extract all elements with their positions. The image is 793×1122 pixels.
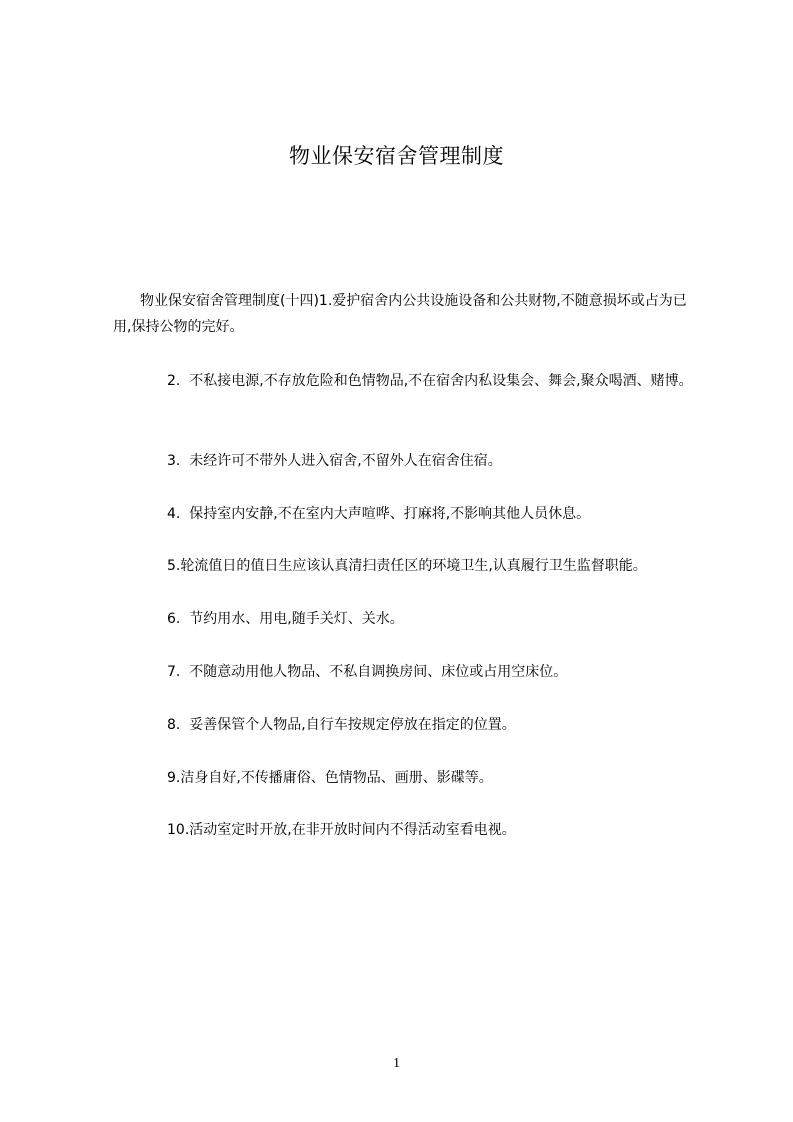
paragraph-5 bbox=[113, 553, 703, 579]
item-number: 10. bbox=[167, 822, 190, 838]
paragraph-1 bbox=[113, 288, 703, 340]
item-number: 6. bbox=[167, 611, 181, 627]
paragraph-text: 节约用水、用电,随手关灯、关水。 bbox=[189, 611, 404, 627]
paragraph-7 bbox=[113, 659, 703, 685]
item-number: 5. bbox=[167, 558, 181, 574]
paragraph-8 bbox=[113, 712, 703, 738]
item-number: 4. bbox=[167, 506, 181, 522]
page-number: 1 bbox=[393, 1056, 400, 1071]
paragraph-text: 不随意动用他人物品、不私自调换房间、床位或占用空床位。 bbox=[189, 664, 568, 680]
paragraph-2 bbox=[113, 368, 703, 394]
paragraph-text: 保持室内安静,不在室内大声喧哗、打麻将,不影响其他人员休息。 bbox=[189, 506, 591, 522]
paragraph-text: 物业保安宿舍管理制度(十四)1.爱护宿舍内公共设施设备和公共财物,不随意损坏或占为已用,保持公物的完好。 bbox=[113, 293, 687, 335]
paragraph-6 bbox=[113, 606, 703, 632]
paragraph-text: 轮流值日的值日生应该认真清扫责任区的环境卫生,认真履行卫生监督职能。 bbox=[180, 558, 647, 574]
document-title: 物业保安宿舍管理制度 bbox=[289, 144, 504, 168]
item-number: 2. bbox=[167, 373, 181, 389]
item-number: 9. bbox=[167, 770, 181, 786]
item-number: 3. bbox=[167, 453, 181, 469]
paragraph-text: 未经许可不带外人进入宿舍,不留外人在宿舍住宿。 bbox=[189, 453, 502, 469]
paragraph-text: 不私接电源,不存放危险和色情物品,不在宿舍内私设集会、舞会,聚众喝酒、赌博。 bbox=[189, 373, 693, 389]
item-number: 7. bbox=[167, 664, 181, 680]
paragraph-4 bbox=[113, 501, 703, 527]
paragraph-3 bbox=[113, 448, 703, 474]
item-number: 8. bbox=[167, 717, 181, 733]
paragraph-text: 活动室定时开放,在非开放时间内不得活动室看电视。 bbox=[189, 822, 516, 838]
paragraph-text: 妥善保管个人物品,自行车按规定停放在指定的位置。 bbox=[189, 717, 516, 733]
paragraph-10 bbox=[113, 817, 703, 843]
paragraph-9 bbox=[113, 765, 703, 791]
paragraph-text: 洁身自好,不传播庸俗、色情物品、画册、影碟等。 bbox=[180, 770, 493, 786]
